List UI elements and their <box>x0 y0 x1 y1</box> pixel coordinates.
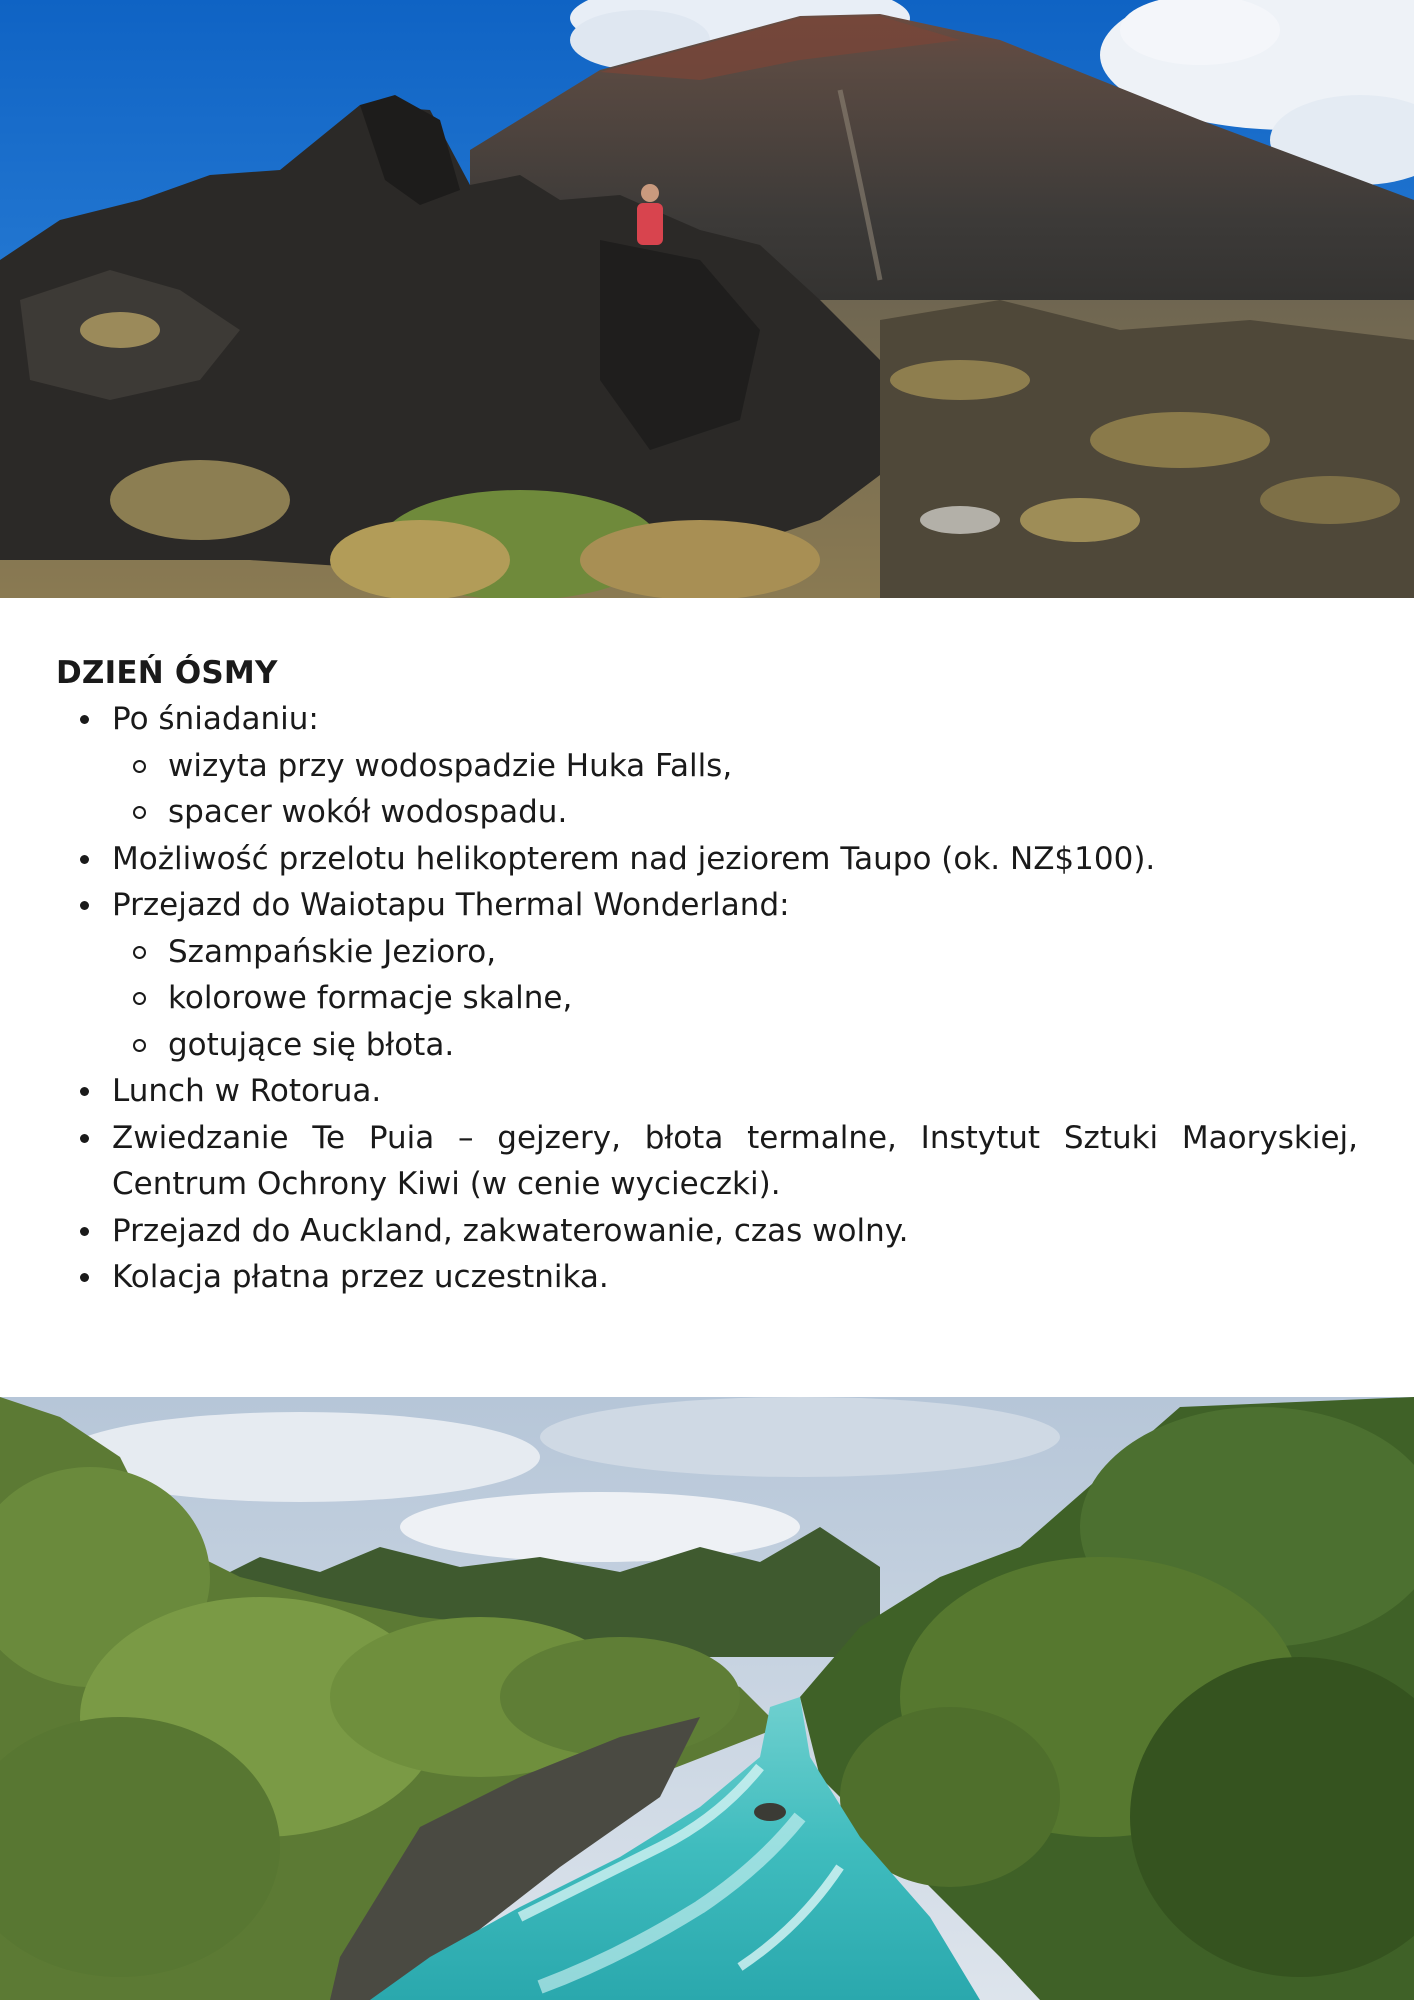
list-item-text: Zwiedzanie Te Puia – gejzery, błota termalne, Instytut Sztuki Maoryskiej, Centrum Ochrony Kiwi (w cenie wycieczki). <box>112 1119 1358 1202</box>
itinerary-list <box>56 696 1358 1301</box>
sub-list-item: Szampańskie Jezioro, <box>112 929 1358 976</box>
list-item-text: Możliwość przelotu helikopterem nad jeziorem Taupo (ok. NZ$100). <box>112 840 1156 877</box>
sub-list <box>112 929 1358 1069</box>
river-gorge-photo <box>0 1397 1414 2000</box>
list-item-text: Przejazd do Waiotapu Thermal Wonderland: <box>112 887 790 923</box>
sub-list <box>112 743 1358 836</box>
list-item <box>56 1115 1358 1208</box>
list-item <box>56 1254 1358 1301</box>
sub-list-item: wizyta przy wodospadzie Huka Falls, <box>112 743 1358 790</box>
day-itinerary <box>56 650 1358 1301</box>
sub-list-item: spacer wokół wodospadu. <box>112 789 1358 836</box>
volcano-photo <box>0 0 1414 598</box>
list-item-text: Przejazd do Auckland, zakwaterowanie, czas wolny. <box>112 1212 909 1249</box>
list-item <box>56 696 1358 836</box>
day-title: DZIEŃ ÓSMY <box>56 655 278 691</box>
list-item-text: Lunch w Rotorua. <box>112 1073 382 1109</box>
list-item <box>56 882 1358 1068</box>
list-item-text: Po śniadaniu: <box>112 701 319 737</box>
sub-list-item: gotujące się błota. <box>112 1022 1358 1069</box>
list-item-text: Kolacja płatna przez uczestnika. <box>112 1259 609 1295</box>
sub-list-item: kolorowe formacje skalne, <box>112 975 1358 1022</box>
list-item <box>56 1068 1358 1115</box>
list-item <box>56 836 1358 883</box>
list-item <box>56 1208 1358 1255</box>
